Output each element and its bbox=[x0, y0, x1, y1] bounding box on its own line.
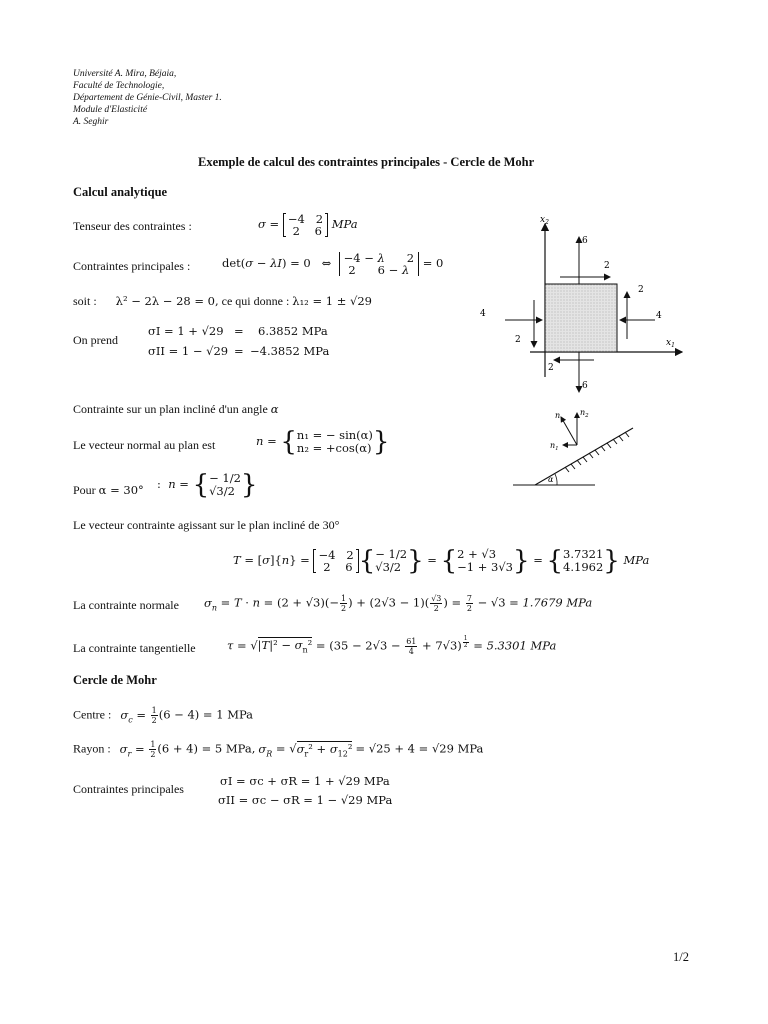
section-heading-analytique: Calcul analytique bbox=[73, 185, 168, 199]
normal-arrow-n bbox=[561, 417, 577, 445]
plan-label: Contrainte sur un plan incliné d'un angle bbox=[73, 402, 268, 416]
label-2-left: 2 bbox=[515, 335, 521, 345]
normal-label: Le vecteur normal au plan est bbox=[73, 438, 216, 452]
label-n1: $n_1$ bbox=[550, 441, 559, 452]
T-equation: T = [σ]{n} = −4 2 2 6 { − 1/2 √3/2 } = { 2 + √3 −1 + 3√3 } = { 3.7321 4.1962 } MPa bbox=[233, 546, 650, 576]
n-component-1: − 1/2 bbox=[209, 471, 241, 485]
vecteur-label: Le vecteur contrainte agissant sur le plan incliné de 30° bbox=[73, 518, 340, 532]
label-n: n bbox=[555, 411, 561, 420]
label-2-right: 2 bbox=[638, 285, 644, 295]
normale-label: La contrainte normale bbox=[73, 598, 179, 612]
label-6-top: 6 bbox=[582, 236, 588, 246]
tang-equation: $\tau = √|T|^2 - \sigma_n^2 = (35 - 2√3$ − $\frac{61}{4}$ + 7√3) $^{\frac{1}{2}}$ = 5.3301 MPa bbox=[227, 635, 557, 656]
header-line-faculty: Faculté de Technologie, bbox=[73, 81, 165, 91]
stress-element-square bbox=[545, 284, 617, 352]
T-result-1: 3.7321 bbox=[563, 547, 604, 561]
principales-label: Contraintes principales : bbox=[73, 259, 191, 273]
label-2-top: 2 bbox=[604, 261, 610, 271]
tang-label: La contrainte tangentielle bbox=[73, 641, 196, 655]
onprend-label: On prend bbox=[73, 333, 118, 347]
plan-alpha: α bbox=[270, 402, 279, 416]
sigma-II-equals: = bbox=[234, 344, 244, 358]
label-4-left: 4 bbox=[480, 309, 486, 319]
soit-label: soit : bbox=[73, 294, 97, 308]
sigma-I-equation: σI = 1 + √29 bbox=[148, 324, 224, 338]
cp-sigma-I: σI = σc + σR = 1 + √29 MPa bbox=[220, 774, 390, 788]
angle-arc bbox=[555, 474, 557, 485]
header-line-module: Module d'Elasticité bbox=[73, 105, 148, 115]
tenseur-equation: σ = −4 2 2 6 MPa bbox=[258, 212, 358, 238]
page-number: 1/2 bbox=[673, 950, 689, 964]
soit-line bbox=[73, 294, 372, 309]
cp-sigma-II: σII = σc − σR = 1 − √29 MPa bbox=[218, 793, 393, 807]
tang-result: = 5.3301 MPa bbox=[473, 638, 557, 653]
label-n2: $n_2$ bbox=[580, 408, 589, 419]
tenseur-unit: MPa bbox=[331, 217, 358, 231]
header-block bbox=[73, 68, 222, 128]
pour-alpha: α = 30° bbox=[98, 483, 144, 497]
normale-result: = 1.7679 MPa bbox=[509, 595, 593, 610]
rayon-expression-2: = √25 + 4 = √29 MPa bbox=[355, 741, 484, 756]
centre-expression: (6 − 4) = 1 MPa bbox=[158, 707, 254, 722]
principales-equation: det(σ − λI) = 0 ⇔ −4 − λ 2 2 6 − λ = 0 bbox=[222, 251, 444, 277]
stress-element-figure bbox=[470, 212, 685, 397]
page-title: Exemple de calcul des contraintes principales - Cercle de Mohr bbox=[198, 155, 535, 169]
rayon-expression-1: (6 + 4) = 5 MPa, bbox=[157, 741, 256, 756]
x1-label: $x_1$ bbox=[666, 338, 675, 349]
sigma-I-value: 6.3852 MPa bbox=[258, 324, 328, 338]
plan-line bbox=[73, 402, 279, 417]
sigma-II-equation: σII = 1 − √29 bbox=[148, 344, 229, 358]
n-component-2: √3/2 bbox=[209, 484, 235, 498]
centre-line: Centre : $\sigma_c$ = $\frac{1}{2}$ (6 − 4) = 1 MPa bbox=[73, 706, 254, 725]
pour-label: Pour bbox=[73, 483, 96, 497]
cp-label: Contraintes principales bbox=[73, 782, 184, 796]
header-line-university: Université A. Mira, Béjaia, bbox=[73, 69, 177, 79]
label-6-bottom: 6 bbox=[582, 381, 588, 391]
T-result-2: 4.1962 bbox=[563, 560, 604, 574]
label-2-bottom: 2 bbox=[548, 363, 554, 373]
soit-text: ce qui donne : bbox=[221, 294, 290, 308]
sigma-II-value: −4.3852 MPa bbox=[250, 344, 330, 358]
x2-label: $x_2$ bbox=[540, 215, 549, 226]
soit-equation: λ² − 2λ − 28 = 0, bbox=[115, 294, 219, 308]
header-line-author: A. Seghir bbox=[73, 117, 109, 127]
header-line-department: Département de Génie-Civil, Master 1. bbox=[73, 93, 222, 103]
soit-result: λ₁₂ = 1 ± √29 bbox=[292, 294, 372, 308]
rayon-line: Rayon : $\sigma_r$ = $\frac{1}{2}$ (6 + 4) = 5 MPa, $\sigma_R = √\sigma_r^2 + \sigma_{12}^2 = √25 + 4 = √29$ MPa bbox=[73, 740, 484, 759]
centre-label: Centre : bbox=[73, 707, 112, 722]
section-heading-mohr: Cercle de Mohr bbox=[73, 673, 157, 687]
normale-equation: $\sigma_n = T \cdot n = (2 + √3)(-$ $\frac{1}{2}$ ) + (2√3 − 1)( $\frac{√3}{2}$ ) = $\frac{7}{2}$ − √3 = 1.7679 MPa bbox=[204, 594, 593, 613]
label-alpha: α bbox=[548, 475, 554, 484]
tenseur-label: Tenseur des contraintes : bbox=[73, 219, 192, 233]
pour-n-vector: : n = { − 1/2 √3/2 } bbox=[157, 470, 258, 500]
rayon-label: Rayon : bbox=[73, 741, 111, 756]
pour-line bbox=[73, 483, 144, 498]
label-4-right: 4 bbox=[656, 311, 662, 321]
normal-vector: n = { n₁ = − sin(α) n₂ = +cos(α) } bbox=[256, 427, 390, 457]
n2-expression: n₂ = +cos(α) bbox=[296, 441, 372, 455]
hatching bbox=[565, 432, 629, 472]
n1-expression: n₁ = − sin(α) bbox=[296, 428, 373, 442]
sigma-I-equals: = bbox=[234, 324, 244, 338]
inclined-plane-figure bbox=[505, 405, 655, 490]
